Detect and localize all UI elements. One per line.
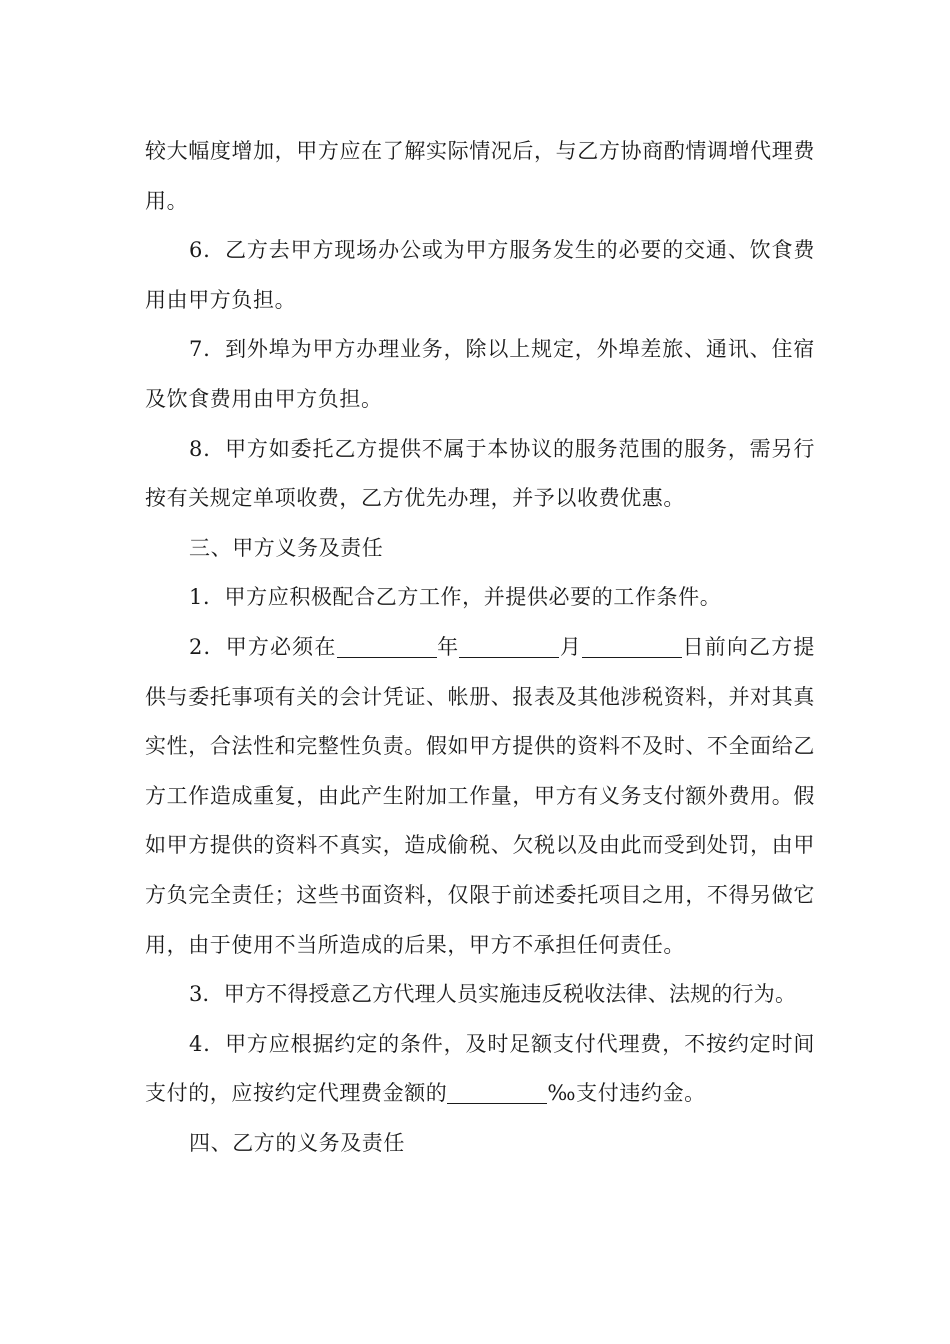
section3-clause-1: 1．甲方应积极配合乙方工作，并提供必要的工作条件。 [189,585,722,610]
clause4-prefix: 4．甲方应根据约定的条件，及时足额支付代理费，不按约定时间支付的，应按约定代理费金额的 [145,1031,815,1106]
penalty-rate-blank [447,1082,547,1104]
year-blank [337,636,437,658]
clause2-month-label: 月 [559,634,582,659]
clause-7: 7．到外埠为甲方办理业务，除以上规定，外埠差旅、通讯、住宿及饮食费用由甲方负担。 [145,337,815,411]
day-blank [582,636,682,658]
month-blank [459,636,559,658]
section3-clause-3: 3．甲方不得授意乙方代理人员实施违反税收法律、法规的行为。 [189,982,797,1007]
paragraph-continuation: 较大幅度增加，甲方应在了解实际情况后，与乙方协商酌情调增代理费用。 [145,139,815,213]
document-body [145,127,815,1168]
clause-6: 6．乙方去甲方现场办公或为甲方服务发生的必要的交通、饮食费用由甲方负担。 [145,238,815,312]
clause-8: 8．甲方如委托乙方提供不属于本协议的服务范围的服务，需另行按有关规定单项收费，乙方优先办理，并予以收费优惠。 [145,436,815,511]
clause4-suffix: ‰支付违约金。 [547,1081,706,1106]
section3-clause-4 [145,1020,815,1119]
section-heading-3: 三、甲方义务及责任 [189,535,384,560]
section3-clause-2 [145,623,815,970]
clause2-year-label: 年 [436,634,460,659]
clause2-suffix: 日前向乙方提供与委托事项有关的会计凭证、帐册、报表及其他涉税资料，并对其真实性，合法性和完整性负责。假如甲方提供的资料不及时、不全面给乙方工作造成重复，由此产生附加工作量，甲方有义务支付额外费用。假如甲方提供的资料不真实，造成偷税、欠税以及由此而受到处罚，由甲方负完全责任；这些书面资料，仅限于前述委托项目之用，不得另做它用，由于使用不当所造成的后果，甲方不承担任何责任。 [145,634,815,957]
clause2-prefix: 2．甲方必须在 [189,634,337,659]
section-heading-4: 四、乙方的义务及责任 [189,1130,405,1155]
